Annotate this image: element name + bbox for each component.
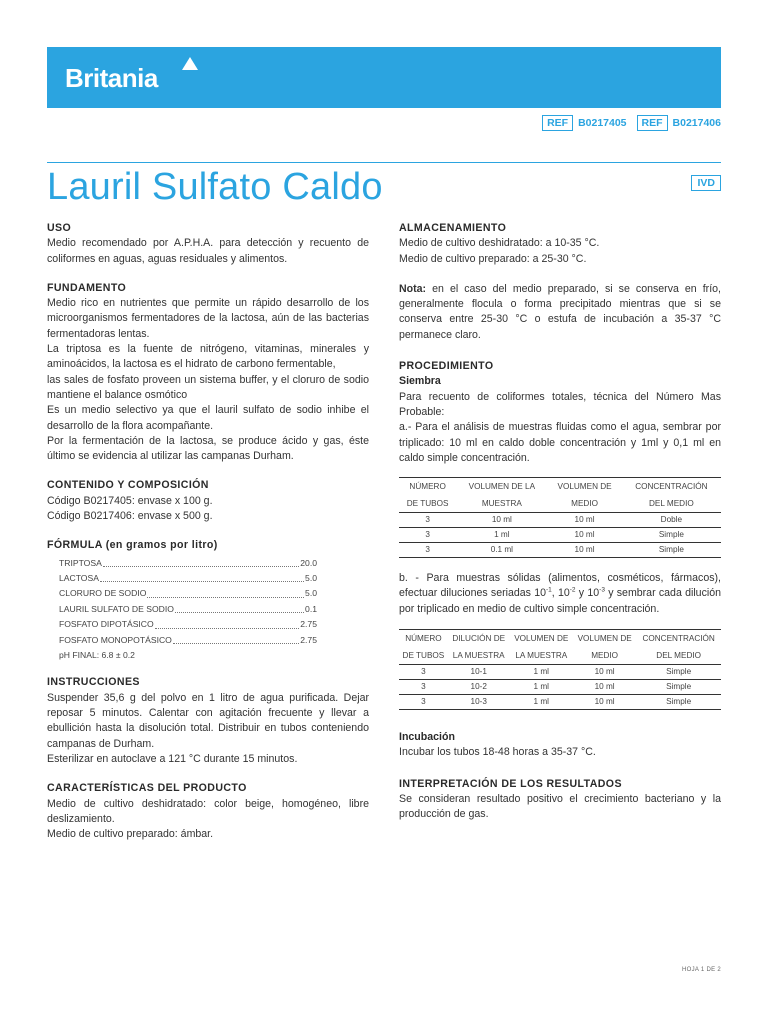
- table-row: 3 10-1 1 ml 10 ml Simple: [399, 665, 721, 680]
- brand-logo: Britania: [65, 63, 158, 93]
- incubacion-text: Incubar los tubos 18-48 horas a 35-37 °C.: [399, 746, 596, 759]
- nota-label: Nota:: [399, 282, 427, 295]
- instrucciones-para: Esterilizar en autoclave a 121 °C durante 15 minutos.: [47, 752, 298, 765]
- table-row: 3 10-3 1 ml 10 ml Simple: [399, 695, 721, 710]
- incubacion-heading: Incubación: [399, 731, 455, 744]
- ref-code: B0217405: [578, 117, 627, 129]
- header-banner: [47, 47, 721, 108]
- table-row: 3 10 ml 10 ml Doble: [399, 513, 721, 528]
- uso-text: Medio recomendado por A.P.H.A. para detección y recuento de coliformes en aguas, aguas residuales y alimentos.: [47, 237, 369, 265]
- ref-label: REF: [542, 115, 573, 131]
- fundamento-heading: FUNDAMENTO: [47, 281, 127, 294]
- contenido-line: Código B0217405: envase x 100 g.: [47, 494, 213, 507]
- logo-triangle-icon: [182, 57, 198, 70]
- procedimiento-heading: PROCEDIMIENTO: [399, 360, 494, 373]
- ivd-badge: IVD: [691, 175, 721, 191]
- contenido-line: Código B0217406: envase x 500 g.: [47, 510, 213, 523]
- ref-label: REF: [637, 115, 668, 131]
- formula-row: FOSFATO MONOPOTÁSICO 2.75: [59, 634, 317, 645]
- nota-text: en el caso del medio preparado, si se conserva en frío, generalmente flocula o forma precipitado mientras que si se conserva entre 25-30 °C o estufa de incubación a 35-37 °C permanece claro.: [399, 282, 721, 341]
- left-column: [47, 221, 369, 842]
- fundamento-para: Por la fermentación de la lactosa, se produce ácido y gas, éste último se evidencia al utilizar las campanas Durham.: [47, 434, 369, 463]
- ref-code: B0217406: [672, 117, 721, 129]
- formula-row: CLORURO DE SODIO 5.0: [59, 588, 317, 599]
- instrucciones-para: Suspender 35,6 g del polvo en 1 litro de agua purificada. Dejar reposar 5 minutos. Calentar con agitación frecuente y llevar a ebullición hasta la disolución total. Distribuir en tubos conteniendo campanas de Durham.: [47, 691, 369, 750]
- table-row: 3 0.1 ml 10 ml Simple: [399, 543, 721, 558]
- nota-paragraph: [399, 282, 721, 343]
- fundamento-para: las sales de fosfato proveen un sistema buffer, y el cloruro de sodio mantiene el balance osmótico: [47, 373, 369, 401]
- title-rule: [47, 162, 721, 163]
- contenido-heading: CONTENIDO Y COMPOSICIÓN: [47, 479, 209, 492]
- almacenamiento-heading: ALMACENAMIENTO: [399, 222, 507, 234]
- table-solid-samples: NÚMERO DILUCIÓN DE VOLUMEN DE VOLUMEN DE CONCENTRACIÓN DE TUBOS LA MUESTRA LA MUESTRA MEDIO DEL MEDIO 3 10-1 1 ml 10 ml Simple 3 10-2 1 ml 10 ml Simple 3 10-3 1 ml 10 ml Simple: [399, 629, 721, 710]
- fundamento-para: Medio rico en nutrientes que permite un rápido desarrollo de los microorganismos fermentadores de la lactosa, aún de las bacterias fermentadoras lentas.: [47, 297, 369, 340]
- formula-row: TRIPTOSA 20.0: [59, 557, 317, 568]
- formula-heading: FÓRMULA (en gramos por litro): [47, 539, 218, 552]
- procedimiento-a: a.- Para el análisis de muestras fluidas como el agua, sembrar por triplicado: 10 ml en caldo doble concentración y 1ml y 0,1 ml en caldo simple concentración.: [399, 421, 721, 464]
- fundamento-para: La triptosa es la fuente de nitrógeno, vitaminas, minerales y aminoácidos, la lactosa es el hidrato de carbono fermentable,: [47, 343, 369, 371]
- siembra-subheading: Siembra: [399, 375, 441, 388]
- formula-list: [47, 556, 369, 664]
- formula-row: FOSFATO DIPOTÁSICO 2.75: [59, 619, 317, 630]
- procedimiento-intro: Para recuento de coliformes totales, técnica del Número Mas Probable:: [399, 390, 721, 418]
- fundamento-para: Es un medio selectivo ya que el lauril sulfato de sodio inhibe el desarrollo de la flora acompañante.: [47, 404, 369, 432]
- instrucciones-heading: INSTRUCCIONES: [47, 676, 140, 689]
- ref-item: [637, 115, 721, 131]
- ref-codes: [542, 115, 721, 131]
- right-column: [399, 221, 721, 823]
- procedimiento-b: b. - Para muestras sólidas (alimentos, cosméticos, fármacos), efectuar diluciones seriadas $10^{-1}$, $10^{-2}$ y $10^{-3}$ y sembrar cada dilución por triplicado en medio de cultivo simple concentración.: [399, 572, 722, 615]
- formula-row: LAURIL SULFATO DE SODIO 0.1: [59, 603, 317, 614]
- uso-heading: USO: [47, 222, 72, 234]
- ph-final: pH FINAL: 6.8 ± 0.2: [59, 650, 135, 661]
- almacenamiento-line: Medio de cultivo deshidratado: a 10-35 °C.: [399, 237, 600, 250]
- caracteristicas-para: Medio de cultivo preparado: ámbar.: [47, 828, 214, 841]
- table-row: 3 10-2 1 ml 10 ml Simple: [399, 680, 721, 695]
- almacenamiento-line: Medio de cultivo preparado: a 25-30 °C.: [399, 252, 587, 265]
- table-row: 3 1 ml 10 ml Simple: [399, 528, 721, 543]
- page-number: HOJA 1 DE 2: [682, 967, 721, 973]
- interpretacion-text: Se consideran resultado positivo el crecimiento bacteriano y la producción de gas.: [399, 792, 721, 821]
- caracteristicas-para: Medio de cultivo deshidratado: color beige, homogéneo, libre deslizamiento.: [47, 797, 369, 825]
- caracteristicas-heading: CARACTERÍSTICAS DEL PRODUCTO: [47, 782, 247, 795]
- page-title: Lauril Sulfato Caldo: [47, 166, 383, 208]
- table-fluid-samples: NÚMERO VOLUMEN DE LA VOLUMEN DE CONCENTRACIÓN DE TUBOS MUESTRA MEDIO DEL MEDIO 3 10 ml 10 ml Doble 3 1 ml 10 ml Simple 3 0.1 ml 10 ml Simple: [399, 477, 721, 558]
- ref-item: [542, 115, 626, 131]
- interpretacion-heading: INTERPRETACIÓN DE LOS RESULTADOS: [399, 777, 622, 790]
- formula-row: LACTOSA 5.0: [59, 573, 317, 584]
